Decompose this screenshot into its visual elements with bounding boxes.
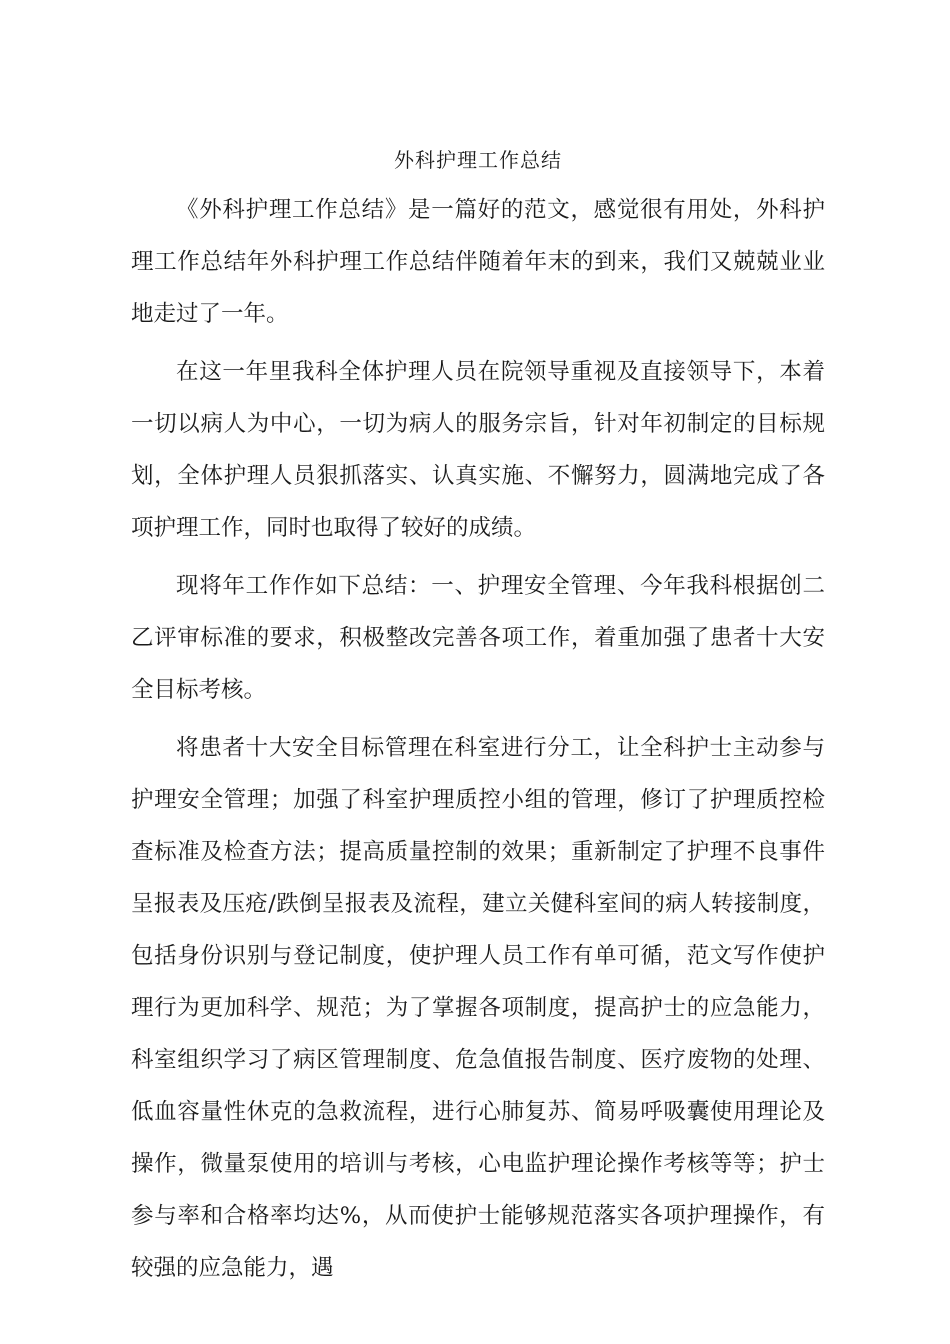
document-title: 外科护理工作总结 xyxy=(394,148,562,172)
paragraph: 现将年工作作如下总结：一、护理安全管理、今年我科根据创二乙评审标准的要求，积极整改完善各项工作，着重加强了患者十大安全目标考核。 xyxy=(131,573,825,703)
paragraph: 《外科护理工作总结》是一篇好的范文，感觉很有用处，外科护理工作总结年外科护理工作总结伴随着年末的到来，我们又兢兢业业地走过了一年。 xyxy=(131,197,825,327)
document-page xyxy=(131,0,825,1344)
document-body xyxy=(131,184,825,1300)
paragraph: 将患者十大安全目标管理在科室进行分工，让全科护士主动参与护理安全管理；加强了科室护理质控小组的管理，修订了护理质控检查标准及检查方法；提高质量控制的效果；重新制定了护理不良事件呈报表及压疮/跌倒呈报表及流程，建立关健科室间的病人转接制度，包括身份识别与登记制度，使护理人员工作有单可循，范文写作使护理行为更加科学、规范；为了掌握各项制度，提高护士的应急能力，科室组织学习了病区管理制度、危急值报告制度、医疗废物的处理、低血容量性休克的急救流程，进行心肺复苏、简易呼吸囊使用理论及操作，微量泵使用的培训与考核，心电监护理论操作考核等等；护士参与率和合格率均达%，从而使护士能够规范落实各项护理操作，有较强的应急能力，遇 xyxy=(131,735,825,1281)
paragraph: 在这一年里我科全体护理人员在院领导重视及直接领导下，本着一切以病人为中心，一切为病人的服务宗旨，针对年初制定的目标规划，全体护理人员狠抓落实、认真实施、不懈努力，圆满地完成了各项护理工作，同时也取得了较好的成绩。 xyxy=(131,359,825,541)
